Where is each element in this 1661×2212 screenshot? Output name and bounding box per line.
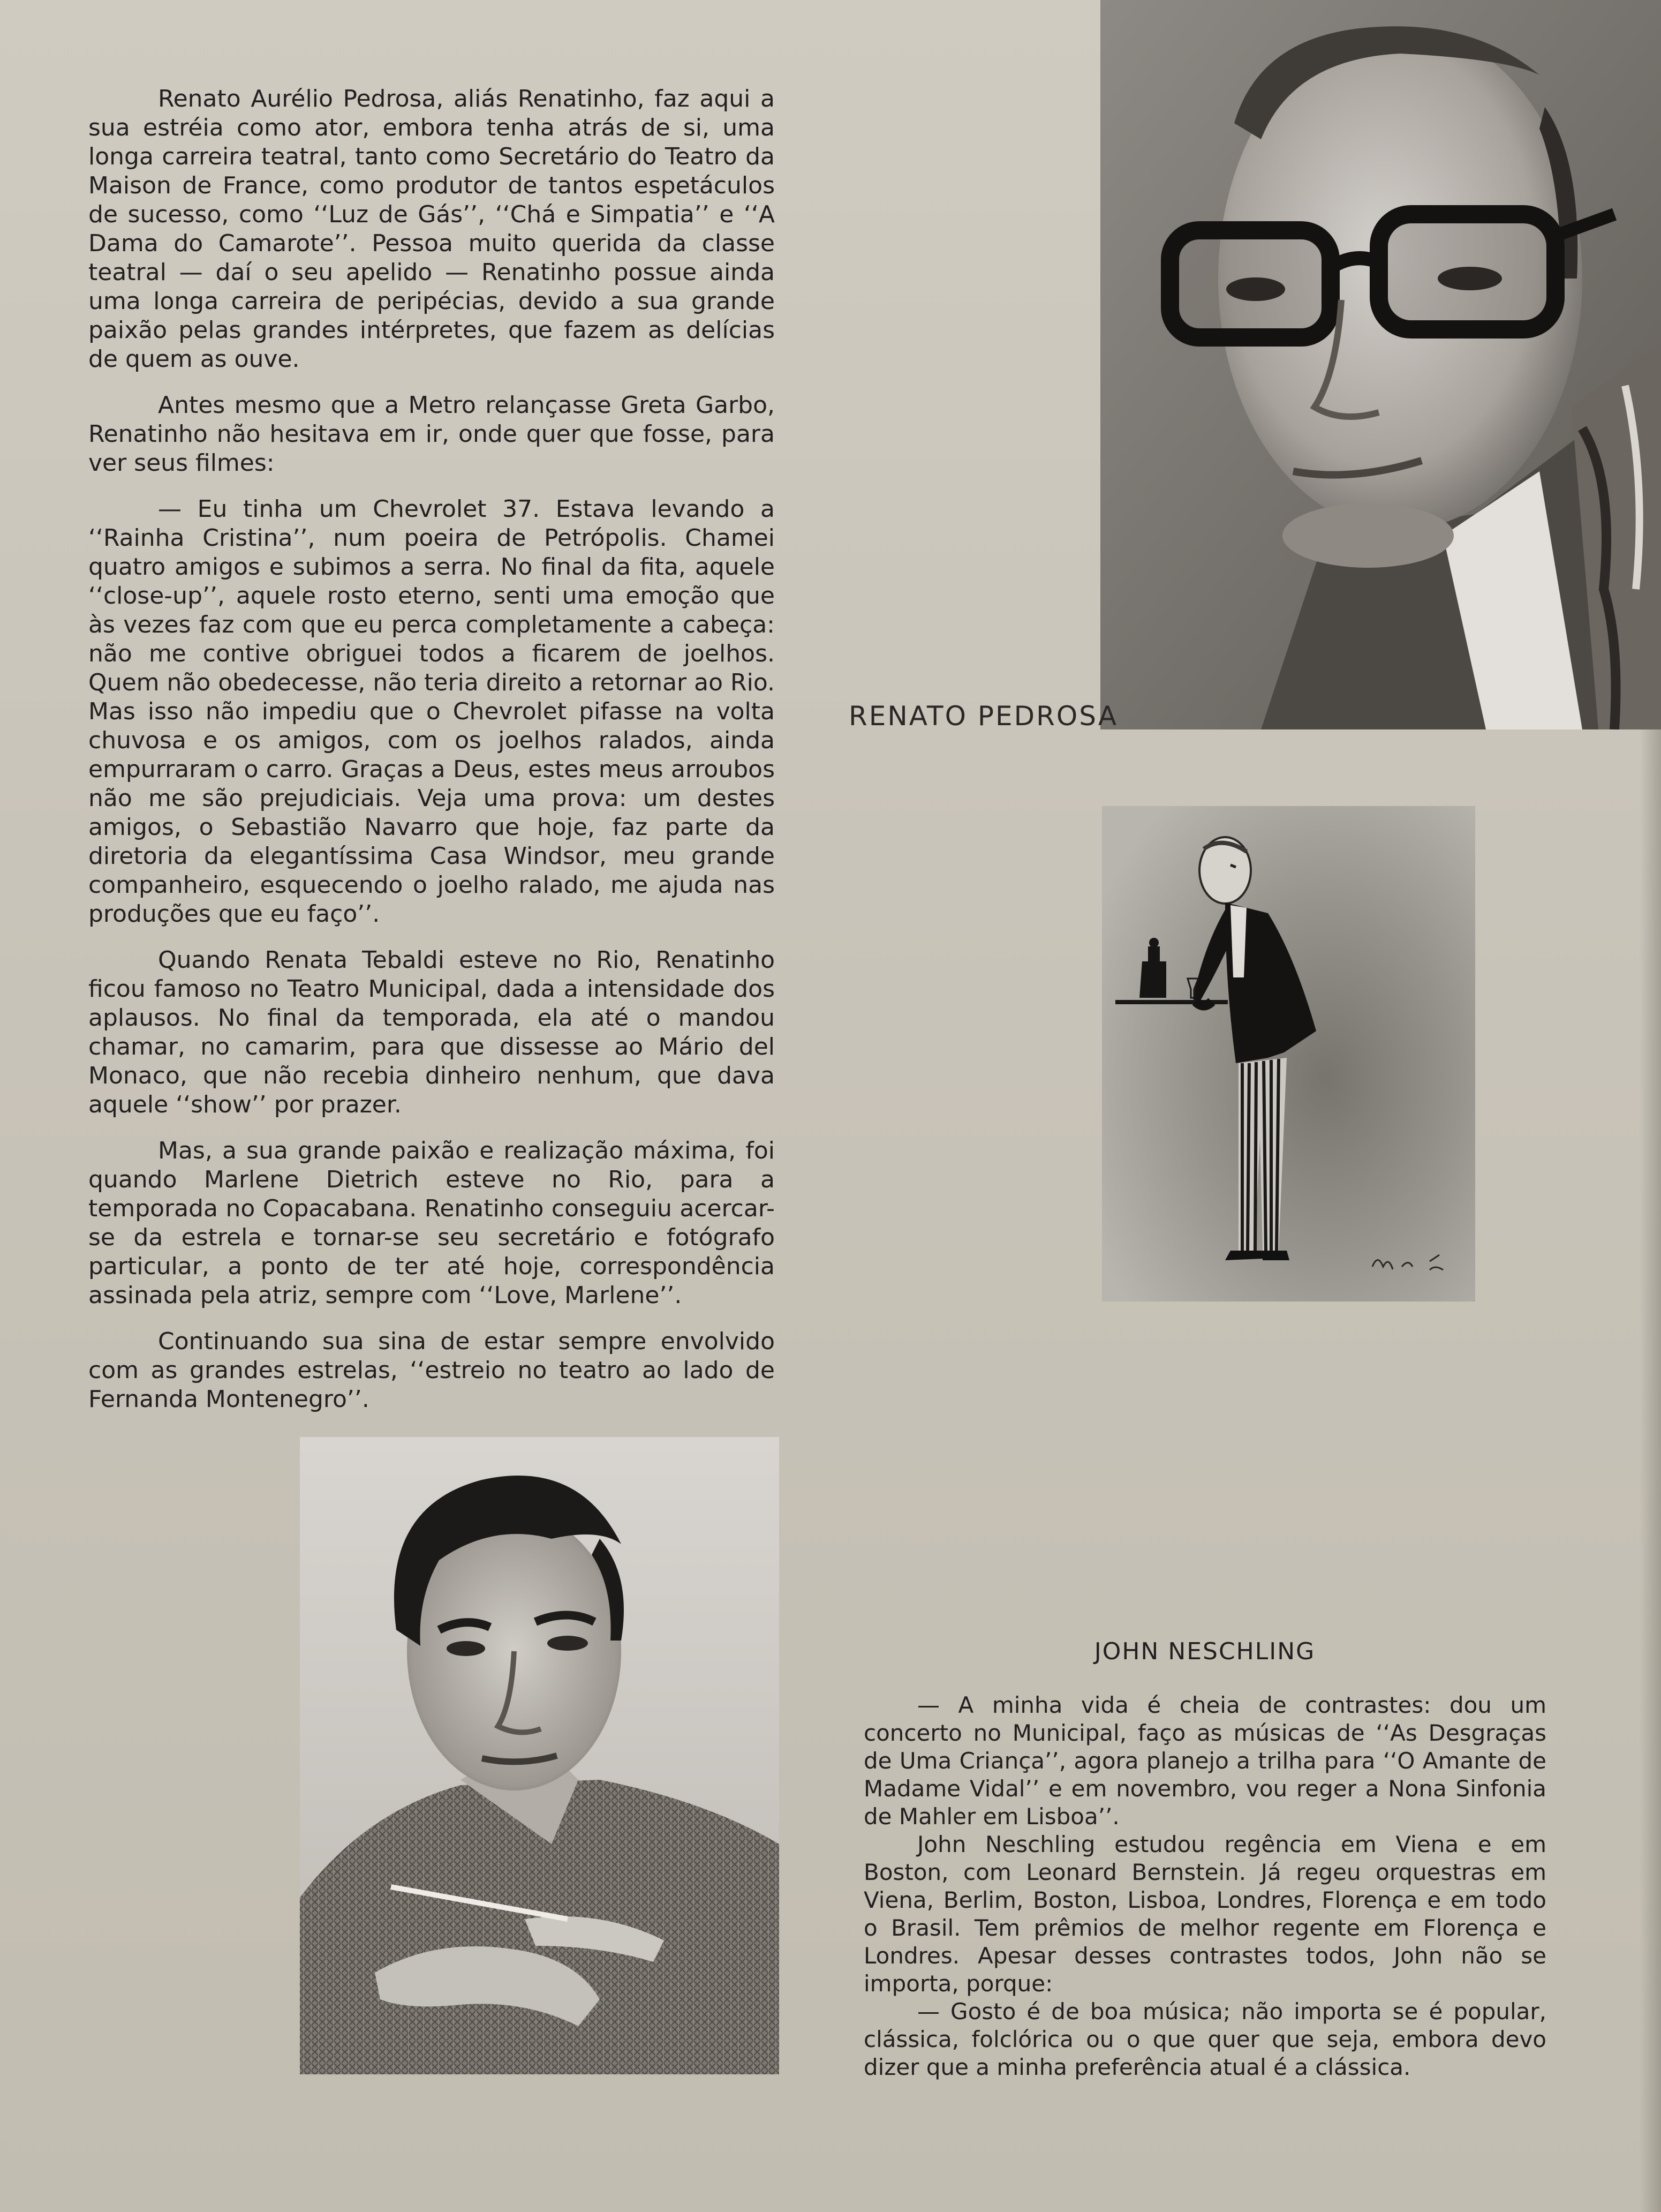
photo-caption: RENATO PEDROSA	[849, 701, 1119, 732]
neschling-article	[864, 1691, 1546, 2081]
illustration-butler	[1102, 806, 1475, 1301]
article-paragraph: Antes mesmo que a Metro relançasse Greta Garbo, Renatinho não hesitava em ir, onde quer que fosse, para ver seus filmes:	[88, 392, 775, 477]
neschling-paragraph: — Gosto é de boa música; não importa se é popular, clássica, folclórica ou o que quer que seja, embora devo dizer que a minha preferência atual é a clássica.	[864, 1998, 1546, 2080]
john-neschling-photo	[300, 1437, 779, 2074]
neschling-paragraph: — A minha vida é cheia de contrastes: dou um concerto no Municipal, faço as músicas de ‘‘As Desgraças de Uma Criança’’, agora planejo a trilha para ‘‘O Amante de Madame Vidal’’ e em novembro, vou reger a Nona Sinfonia de Mahler em Lisboa’’.	[864, 1692, 1546, 1830]
article-paragraph: Renato Aurélio Pedrosa, aliás Renatinho, faz aqui a sua estréia como ator, embora tenha atrás de si, uma longa carreira teatral, tanto como Secretário do Teatro da Maison de France, como produtor de tantos espetáculos de sucesso, como ‘‘Luz de Gás’’, ‘‘Chá e Simpatia’’ e ‘‘A Dama do Camarote’’. Pessoa muito querida da classe teatral — daí o seu apelido — Renatinho possue ainda uma longa carreira de peripécias, devido a sua grande paixão pelas grandes intérpretes, que fazem as delícias de quem as ouve.	[88, 85, 775, 373]
neschling-paragraph: John Neschling estudou regência em Viena e em Boston, com Leonard Bernstein. Já regeu orquestras em Viena, Berlim, Boston, Lisboa, Londres, Florença e em todo o Brasil. Tem prêmios de melhor regente em Florença e Londres. Apesar desses contrastes todos, John não se importa, porque:	[864, 1831, 1546, 1997]
article-paragraph: Mas, a sua grande paixão e realização máxima, foi quando Marlene Dietrich esteve no Rio, para a temporada no Copacabana. Renatinho conseguiu acercar-se da estrela e tornar-se seu secretário e fotógrafo particular, a ponto de ter até hoje, correspondência assinada pela atriz, sempre com ‘‘Love, Marlene’’.	[88, 1137, 775, 1309]
renato-article	[88, 85, 775, 1431]
article-paragraph: Continuando sua sina de estar sempre envolvido com as grandes estrelas, ‘‘estreio no teatro ao lado de Fernanda Montenegro’’.	[88, 1328, 775, 1413]
article-paragraph: Quando Renata Tebaldi esteve no Rio, Renatinho ficou famoso no Teatro Municipal, dada a intensidade dos aplausos. No final da temporada, ela até o mandou chamar, no camarim, para que dissesse ao Mário del Monaco, que não recebia dinheiro nenhum, que dava aquele ‘‘show’’ por prazer.	[88, 946, 775, 1118]
renato-pedrosa-photo	[1100, 0, 1661, 729]
neschling-heading: JOHN NESCHLING	[1094, 1638, 1316, 1665]
article-paragraph: — Eu tinha um Chevrolet 37. Estava levando a ‘‘Rainha Cristina’’, num poeira de Petrópolis. Chamei quatro amigos e subimos a serra. No final da fita, aquele ‘‘close-up’’, aquele rosto eterno, senti uma emoção que às vezes faz com que eu perca completamente a cabeça: não me contive obriguei todos a ficarem de joelhos. Quem não obedecesse, não teria direito a retornar ao Rio. Mas isso não impediu que o Chevrolet pifasse na volta chuvosa e os amigos, com os joelhos ralados, ainda empurraram o carro. Graças a Deus, estes meus arroubos não me são prejudiciais. Veja uma prova: um destes amigos, o Sebastião Navarro que hoje, faz parte da diretoria da elegantíssima Casa Windsor, meu grande companheiro, esquecendo o joelho ralado, me ajuda nas produções que eu faço’’.	[88, 495, 775, 928]
